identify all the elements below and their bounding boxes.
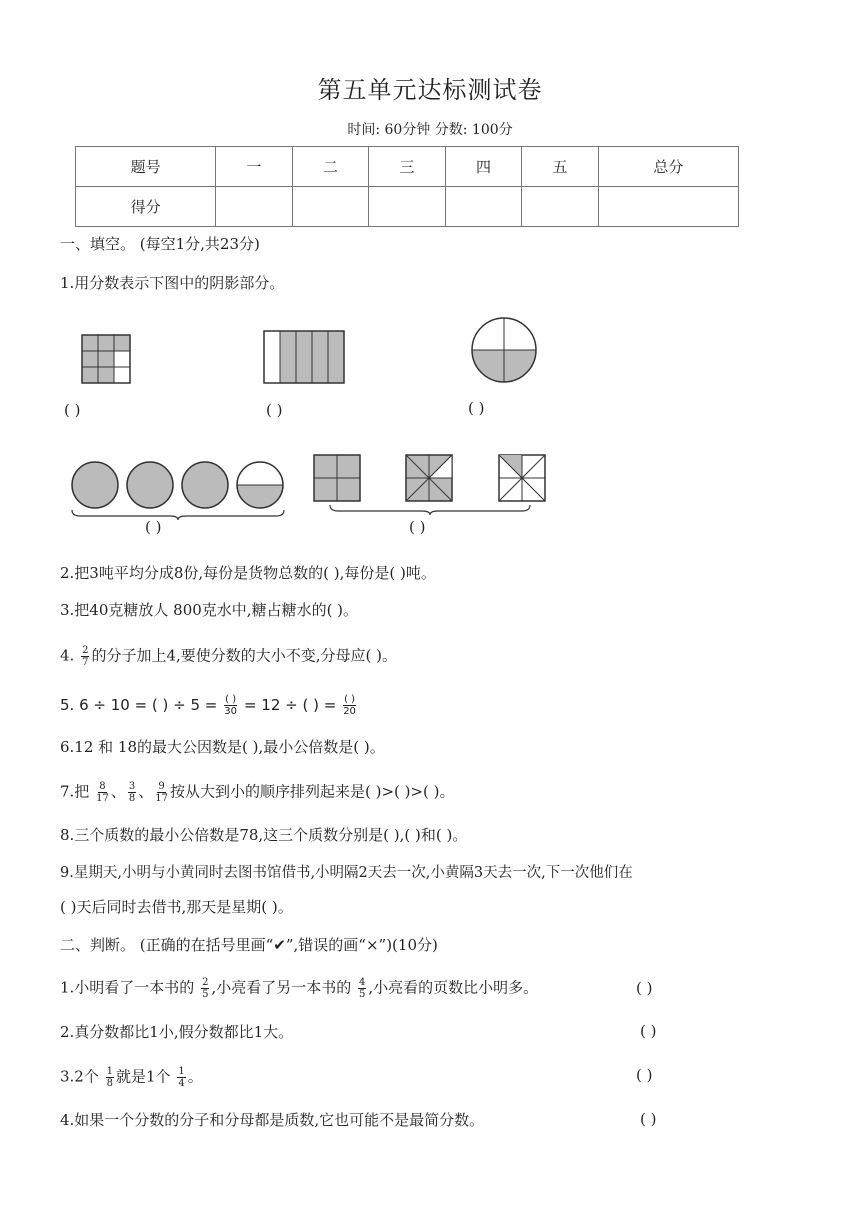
judgment-2: 2.真分数都比1小,假分数都比1大。 <box>60 1023 294 1041</box>
fraction <box>177 1066 185 1089</box>
fraction <box>224 694 237 717</box>
fraction <box>128 781 136 804</box>
q7-text: 按从大到小的顺序排列起来是( )>( )>( )。 <box>169 782 455 801</box>
separator: 、 <box>138 782 154 801</box>
numerator: 9 <box>158 781 165 792</box>
denominator: 17 <box>155 793 168 804</box>
q7-prefix: 7.把 <box>60 782 90 801</box>
score-table <box>75 146 739 227</box>
numerator: ( ) <box>344 694 356 705</box>
separator: 、 <box>110 782 126 801</box>
figure-answer-paren: ( ) <box>266 401 283 419</box>
figure-three-squares <box>314 455 546 515</box>
numerator: 1 <box>178 1066 185 1077</box>
q5-part-b: = 12 ÷ ( ) = <box>243 696 337 714</box>
answer-paren: ( ) <box>640 1022 657 1040</box>
score-header-cell: 五 <box>522 147 599 187</box>
question-6: 6.12 和 18的最大公因数是( ),最小公倍数是( )。 <box>60 738 385 756</box>
score-cell <box>292 187 369 227</box>
question-3: 3.把40克糖放人 800克水中,糖占糖水的( )。 <box>60 601 359 619</box>
question-4 <box>60 645 397 668</box>
q4-text: 的分子加上4,要使分数的大小不变,分母应( )。 <box>91 646 398 665</box>
j3-part-a: 3.2个 <box>60 1067 99 1086</box>
score-header-cell: 四 <box>445 147 522 187</box>
page-title: 第五单元达标测试卷 <box>317 76 543 104</box>
denominator: 5 <box>202 989 209 1000</box>
score-cell <box>522 187 599 227</box>
answer-paren: ( ) <box>640 1110 657 1128</box>
denominator: 5 <box>359 989 366 1000</box>
j1-part-b: ,小亮看了另一本书的 <box>211 978 352 997</box>
score-row-label: 得分 <box>76 187 216 227</box>
denominator: 20 <box>343 706 356 717</box>
score-header-cell: 三 <box>369 147 446 187</box>
j3-part-b: 就是1个 <box>116 1067 171 1086</box>
score-table-score-row <box>76 187 739 227</box>
numerator: 2 <box>202 977 209 988</box>
figure-grid-3x3 <box>82 335 130 383</box>
figure-answer-paren: ( ) <box>409 518 426 536</box>
numerator: 3 <box>128 781 136 792</box>
fraction <box>343 694 356 717</box>
figure-answer-paren: ( ) <box>145 518 162 536</box>
exam-info: 时间: 60分钟 分数: 100分 <box>347 122 513 138</box>
numerator: 8 <box>99 781 106 792</box>
j1-part-a: 1.小明看了一本书的 <box>60 978 195 997</box>
denominator: 17 <box>96 793 109 804</box>
score-cell <box>445 187 522 227</box>
denominator: 30 <box>224 706 238 717</box>
denominator: 8 <box>128 793 136 804</box>
figure-answer-paren: ( ) <box>468 399 485 417</box>
numerator: 4 <box>359 977 366 988</box>
question-2: 2.把3吨平均分成8份,每份是货物总数的( ),每份是( )吨。 <box>60 564 436 582</box>
fraction <box>155 781 168 804</box>
score-cell <box>598 187 738 227</box>
figure-answer-paren: ( ) <box>64 401 81 419</box>
numerator: 2 <box>82 645 89 656</box>
judgment-3 <box>60 1066 203 1089</box>
score-cell <box>369 187 446 227</box>
fraction <box>358 977 366 1000</box>
score-header-cell: 题号 <box>76 147 216 187</box>
judgment-4: 4.如果一个分数的分子和分母都是质数,它也可能不是最简分数。 <box>60 1111 485 1129</box>
judgment-1 <box>60 977 538 1000</box>
fraction <box>81 645 89 668</box>
figure-strips <box>264 331 344 383</box>
question-1: 1.用分数表示下图中的阴影部分。 <box>60 274 285 292</box>
numerator: ( ) <box>225 694 237 705</box>
question-5 <box>60 694 358 717</box>
section1-heading: 一、填空。 (每空1分,共23分) <box>60 235 260 253</box>
section2-heading: 二、判断。 (正确的在括号里画“✔”,错误的画“×”)(10分) <box>60 936 438 954</box>
score-cell <box>216 187 293 227</box>
figure-circle-quarters <box>472 318 536 382</box>
numerator: 1 <box>106 1066 114 1077</box>
question-9-line-1: 9.星期天,小明与小黄同时去图书馆借书,小明隔2天去一次,小黄隔3天去一次,下一次他们在 <box>60 865 633 881</box>
denominator: 4 <box>178 1078 185 1089</box>
score-header-cell: 总分 <box>598 147 738 187</box>
denominator: 8 <box>106 1078 114 1089</box>
j3-part-c: 。 <box>187 1067 203 1086</box>
q5-part-a: 5. 6 ÷ 10 = ( ) ÷ 5 = <box>60 696 218 714</box>
score-header-cell: 一 <box>216 147 293 187</box>
figure-four-circles <box>70 460 286 520</box>
question-9-line-2: ( )天后同时去借书,那天是星期( )。 <box>60 898 293 916</box>
question-7 <box>60 781 455 804</box>
q4-number: 4. <box>60 646 75 665</box>
j1-part-c: ,小亮看的页数比小明多。 <box>368 978 539 997</box>
answer-paren: ( ) <box>636 979 653 997</box>
fraction <box>106 1066 114 1089</box>
denominator: 7 <box>82 657 89 668</box>
score-table-header-row <box>76 147 739 187</box>
fraction <box>96 781 109 804</box>
score-header-cell: 二 <box>292 147 369 187</box>
fraction <box>201 977 209 1000</box>
question-8: 8.三个质数的最小公倍数是78,这三个质数分别是( ),( )和( )。 <box>60 826 468 844</box>
answer-paren: ( ) <box>636 1066 653 1084</box>
